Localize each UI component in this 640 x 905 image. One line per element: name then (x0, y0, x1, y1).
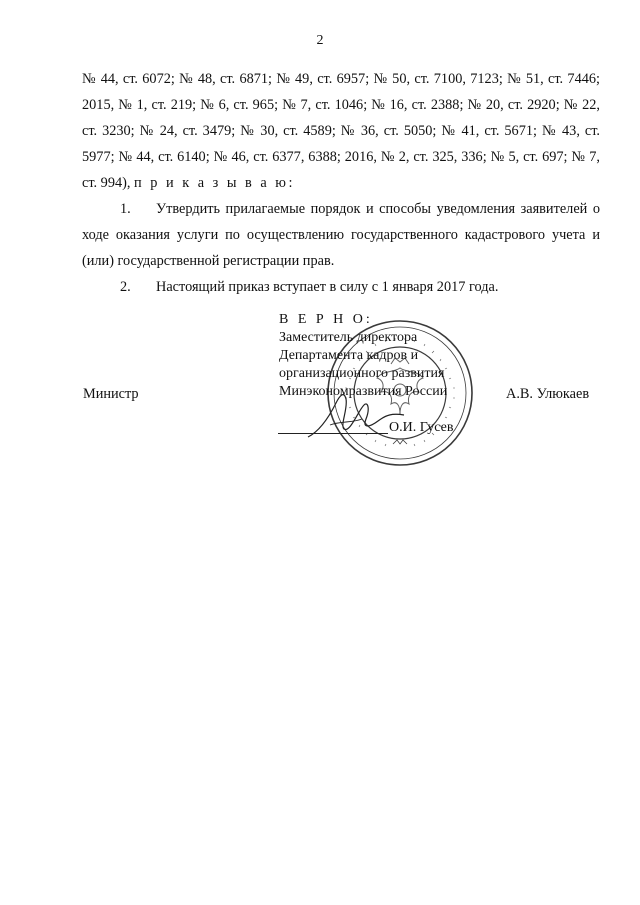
page-number: 2 (316, 33, 324, 48)
list-item-number: 2. (120, 279, 131, 295)
intro-paragraph (82, 66, 600, 196)
list-item-text: Настоящий приказ вступает в силу с 1 января 2017 года. (156, 279, 499, 295)
signatory-name: А.В. Улюкаев (506, 386, 590, 402)
certification-line: Департамента кадров и (279, 348, 419, 363)
list-item-2 (82, 274, 600, 300)
document-body (82, 66, 600, 300)
certification-verno: В Е Р Н О: (279, 312, 373, 327)
certification-line: организационного развития (279, 366, 445, 381)
order-word: п р и к а з ы в а ю: (134, 175, 295, 191)
list-item-text: Утвердить прилагаемые порядок и способы уведомления заявителей о ходе оказания услуги по осуществлению государственного кадастрового учета и (или) государственной регистрации прав. (82, 201, 600, 269)
intro-text: № 44, ст. 6072; № 48, ст. 6871; № 49, ст. 6957; № 50, ст. 7100, 7123; № 51, ст. 7446; 2015, № 1, ст. 219; № 6, ст. 965; № 7, ст. 1046; № 16, ст. 2388; № 20, ст. 2920; № 22, ст. 3230; № 24, ст. 3479; № 30, ст. 4589; № 36, ст. 5050; № 41, ст. 5671; № 43, ст. 5977; № 44, ст. 6140; № 46, ст. 6377, 6388; 2016, № 2, ст. 325, 336; № 5, ст. 697; № 7, ст. 994), (82, 71, 600, 191)
signature-line (278, 433, 388, 434)
certification-name: О.И. Гусев (389, 420, 454, 435)
signatory-title: Министр (83, 386, 139, 402)
list-item-number: 1. (120, 201, 131, 217)
certification-block (279, 311, 499, 401)
certification-line: Минэкономразвития России (279, 384, 448, 399)
certification-line: Заместитель директора (279, 330, 418, 345)
list-item-1 (82, 196, 600, 274)
